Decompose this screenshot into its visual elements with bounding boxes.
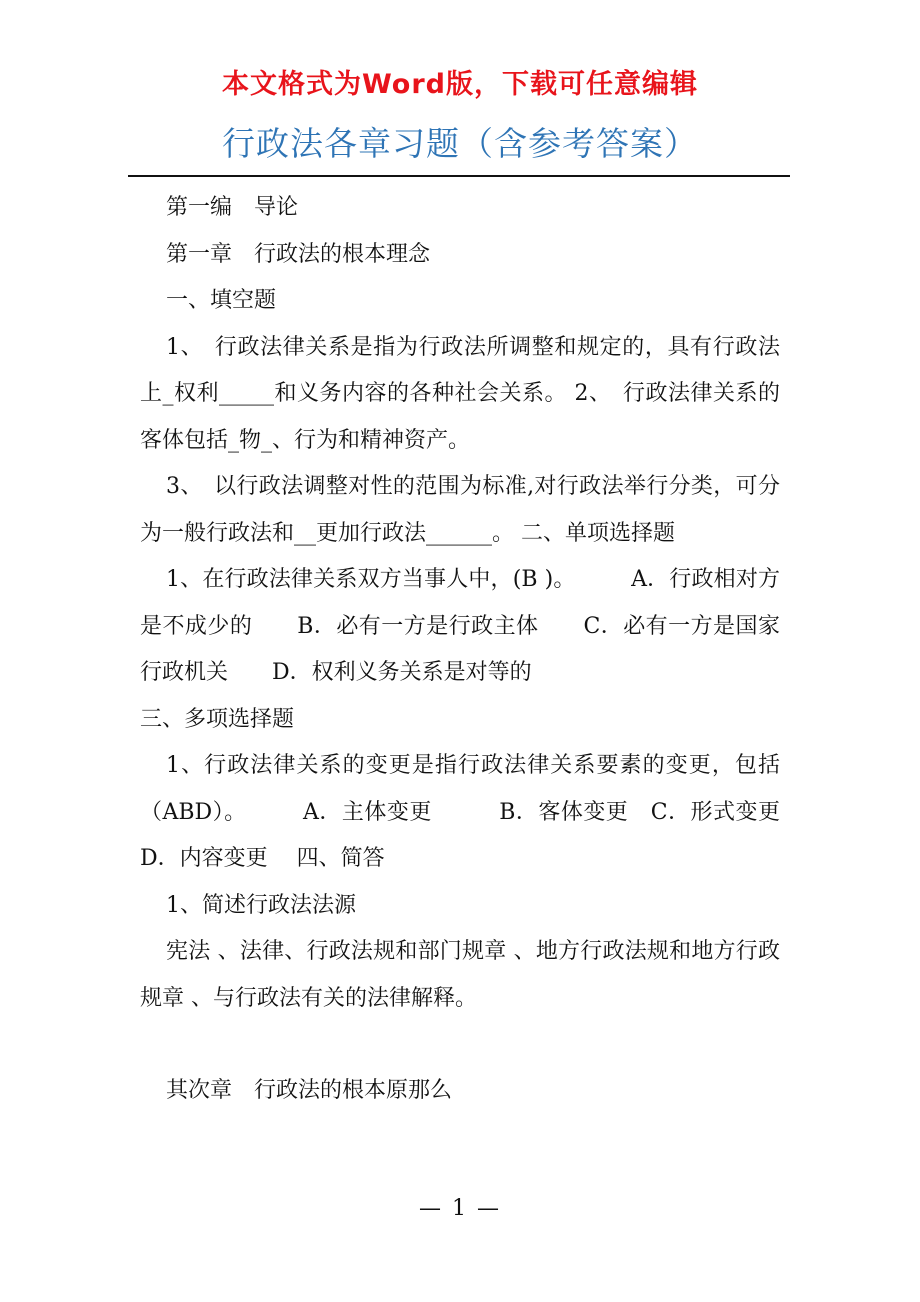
page-number: — 1 — <box>419 1196 501 1221</box>
chapter-2-heading: 其次章 行政法的根本原那么 <box>166 1078 453 1103</box>
document-body <box>140 185 825 1115</box>
paragraph-gap <box>140 1022 780 1068</box>
chapter-heading: 第一章 行政法的根本理念 <box>166 241 431 267</box>
format-banner: 本文格式为Word版，下载可任意编辑 <box>221 69 698 100</box>
multi-choice-question: 1、行政法律关系的变更是指行政法律关系要素的变更，包括（ABD）。 A．主体变更 B．客体变更 C．形式变更 D．内容变更 四、简答 <box>140 753 825 871</box>
section-heading-multi-choice: 三、多项选择题 <box>140 706 295 732</box>
part-heading: 第一编 导论 <box>166 195 299 220</box>
question-paragraph-3: 3、 以行政法调整对性的范围为标准,对行政法举行分类，可分为一般行政法和__更加行政法______。 二、单项选择题 <box>140 474 780 546</box>
section-heading-fill-blank: 一、填空题 <box>166 288 277 313</box>
document-title: 行政法各章习题（含参考答案） <box>222 124 698 163</box>
question-paragraph-1-2: 1、 行政法律关系是指为行政法所调整和规定的，具有行政法上_权利_____和义务内容的各种社会关系。 2、 行政法律关系的客体包括_物_、行为和精神资产。 <box>140 334 780 453</box>
single-choice-question: 1、在行政法律关系双方当事人中，(B )。 A．行政相对方是不成少的 B．必有一方是行政主体 C．必有一方是国家行政机关 D．权利义务关系是对等的 <box>140 567 780 685</box>
title-divider <box>128 175 790 177</box>
short-answer-text: 宪法 、法律、行政法规和部门规章 、地方行政法规和地方行政规章 、与行政法有关的法律解释。 <box>140 939 780 1011</box>
short-answer-question: 1、简述行政法法源 <box>166 892 356 918</box>
